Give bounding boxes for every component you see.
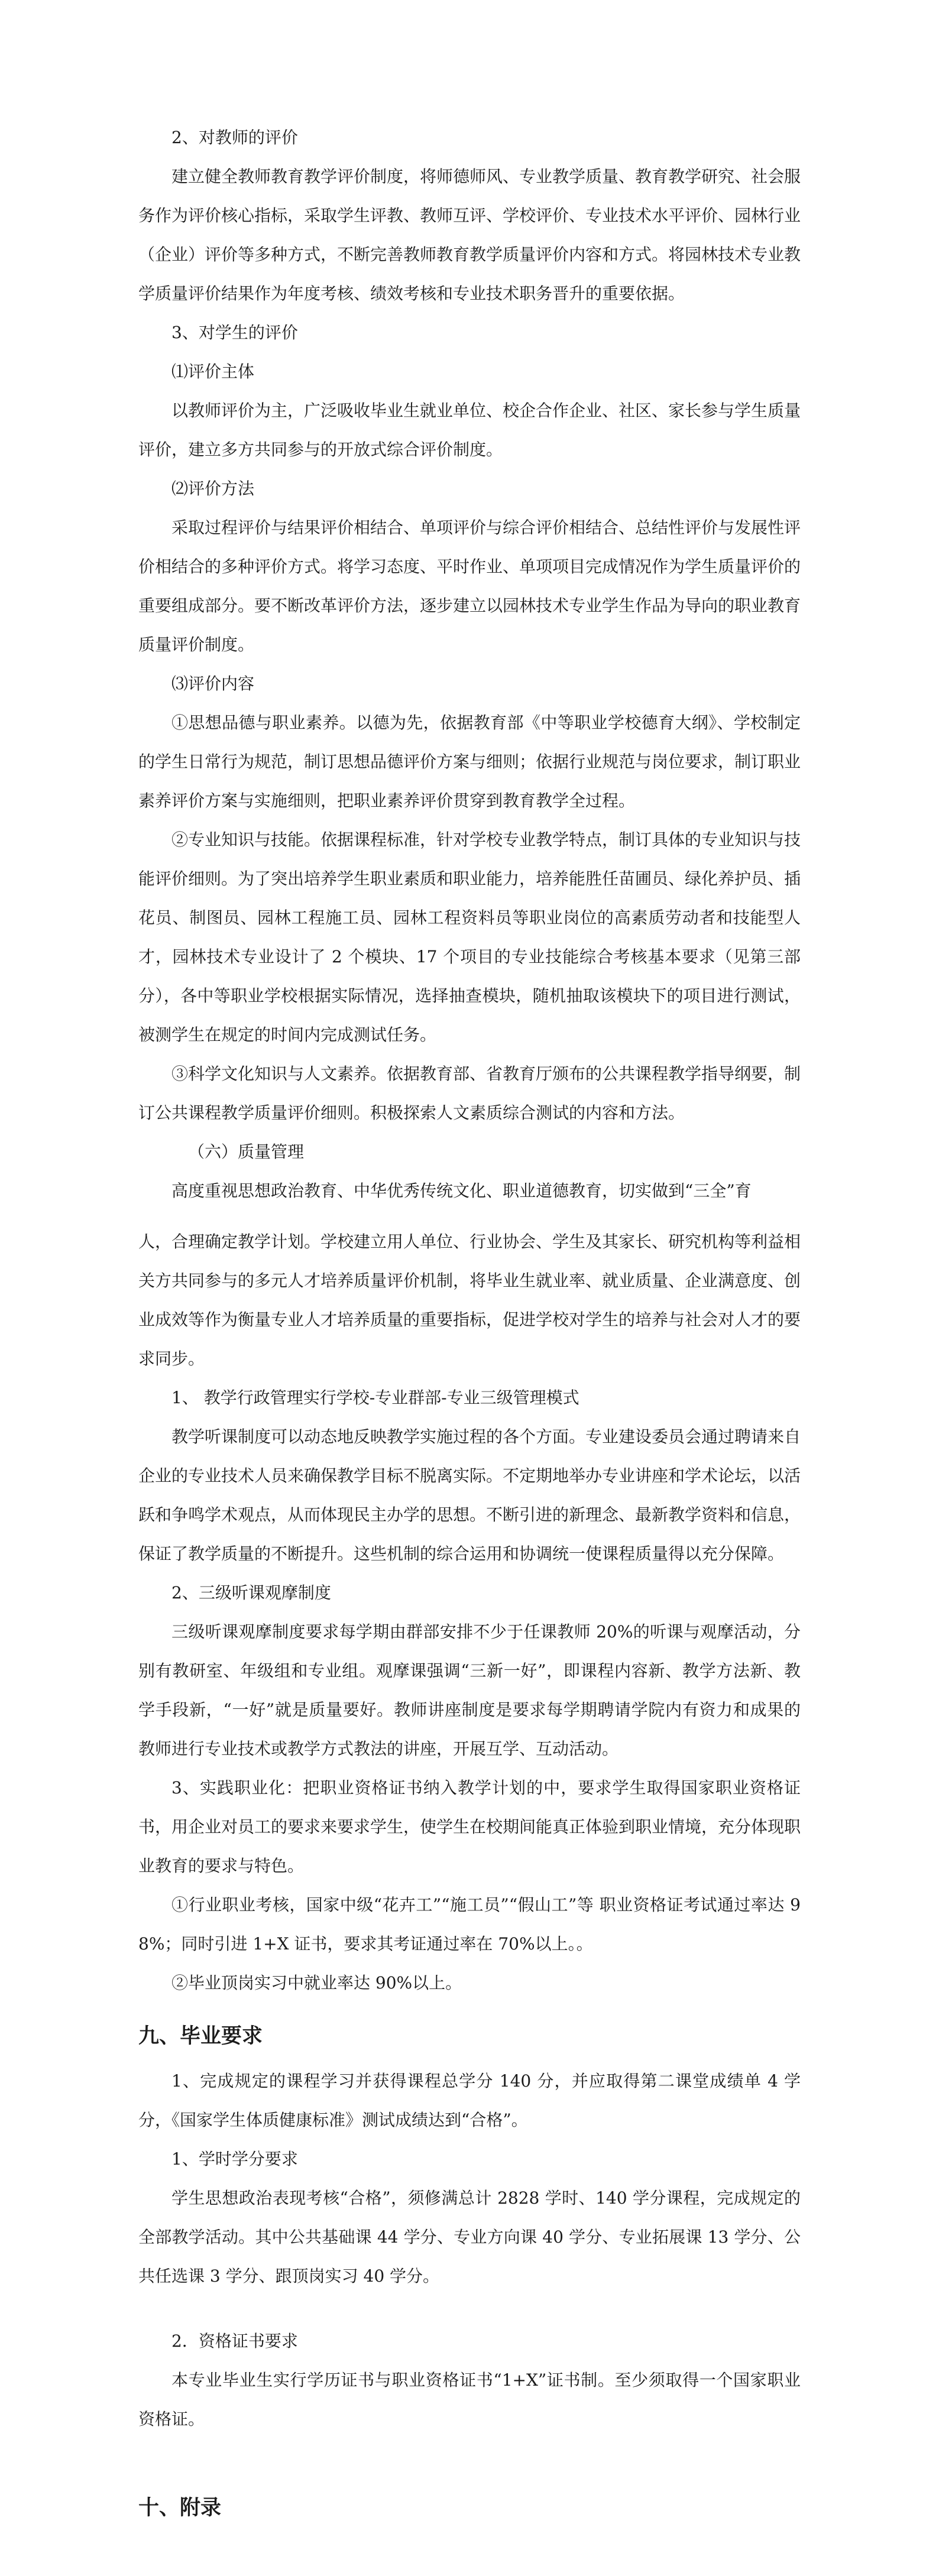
section-heading-graduation: 九、毕业要求 [138, 2025, 263, 2048]
paragraph-lecture-system: 教学听课制度可以动态地反映教学实施过程的各个方面。专业建设委员会通过聘请来自企业的专业技术人员来确保教学目标不脱离实际。不定期地举办专业讲座和学术论坛，以活跃和争鸣学术观点，从而体现民主办学的思想。不断引进的新理念、最新教学资料和信息，保证了教学质量的不断提升。这些机制的综合运用和协调统一使课程质量得以充分保障。 [138, 1427, 801, 1563]
paragraph-quality-mechanism: 人，合理确定教学计划。学校建立用人单位、行业协会、学生及其家长、研究机构等利益相关方共同参与的多元人才培养质量评价机制，将毕业生就业率、就业质量、企业满意度、创业成效等作为衡量专业人才培养质量的重要指标，促进学校对学生的培养与社会对人才的要求同步。 [138, 1232, 801, 1368]
paragraph-cultural-knowledge: ③科学文化知识与人文素养。依据教育部、省教育厅颁布的公共课程教学指导纲要，制订公共课程教学质量评价细则。积极探索人文素质综合测试的内容和方法。 [138, 1064, 801, 1122]
paragraph-industry-assessment: ①行业职业考核，国家中级“花卉工”“施工员”“假山工”等 职业资格证考试通过率达 98%；同时引进 1+X 证书，要求其考证通过率在 70%以上。。 [138, 1895, 801, 1954]
paragraph-evaluation-subject: 以教师评价为主，广泛吸收毕业生就业单位、校企合作企业、社区、家长参与学生质量评价，建立多方共同参与的开放式综合评价制度。 [138, 401, 801, 459]
subheading-observation-system: 2、三级听课观摩制度 [171, 1583, 331, 1602]
subheading-quality-management: （六）质量管理 [188, 1142, 305, 1162]
paragraph-internship-employment: ②毕业顶岗实习中就业率达 90%以上。 [171, 1973, 462, 1993]
paragraph-observation-system: 三级听课观摩制度要求每学期由群部安排不少于任课教师 20%的听课与观摩活动，分别有教研室、年级组和专业组。观摩课强调“三新一好”，即课程内容新、教学方法新、教学手段新，“一好”就是质量要好。教师讲座制度是要求每学期聘请学院内有资力和成果的教师进行专业技术或教学方式教法的讲座，开展互学、互动活动。 [138, 1622, 801, 1759]
item-evaluation-method: ⑵评价方法 [171, 479, 255, 498]
paragraph-certificate-requirement: 本专业毕业生实行学历证书与职业资格证书“1+X”证书制。至少须取得一个国家职业资格证。 [138, 2370, 801, 2429]
subheading-teacher-evaluation: 2、对教师的评价 [171, 128, 298, 147]
item-evaluation-subject: ⑴评价主体 [171, 362, 255, 381]
subheading-certificate-requirement: 2．资格证书要求 [171, 2331, 298, 2351]
paragraph-graduation-credits: 1、完成规定的课程学习并获得课程总学分 140 分，并应取得第二课堂成绩单 4 学分，《国家学生体质健康标准》测试成绩达到“合格”。 [138, 2071, 801, 2130]
subheading-student-evaluation: 3、对学生的评价 [171, 323, 298, 342]
subheading-three-level-management: 1、 教学行政管理实行学校-专业群部-专业三级管理模式 [171, 1388, 579, 1407]
paragraph-practice-vocational: 3、实践职业化：把职业资格证书纳入教学计划的中，要求学生取得国家职业资格证书，用企业对员工的要求来要求学生，使学生在校期间能真正体验到职业情境，充分体现职业教育的要求与特色。 [138, 1778, 801, 1876]
subheading-hours-credits: 1、学时学分要求 [171, 2149, 298, 2169]
paragraph-teacher-evaluation: 建立健全教师教育教学评价制度，将师德师风、专业教学质量、教育教学研究、社会服务作为评价核心指标，采取学生评教、教师互评、学校评价、专业技术水平评价、园林行业（企业）评价等多种方式，不断完善教师教育教学质量评价内容和方式。将园林技术专业教学质量评价结果作为年度考核、绩效考核和专业技术职务晋升的重要依据。 [138, 167, 801, 303]
paragraph-professional-skills: ②专业知识与技能。依据课程标准，针对学校专业教学特点，制订具体的专业知识与技能评价细则。为了突出培养学生职业素质和职业能力，培养能胜任苗圃员、绿化养护员、插花员、制图员、园林工程施工员、园林工程资料员等职业岗位的高素质劳动者和技能型人才，园林技术专业设计了 2 个模块、17 个项目的专业技能综合考核基本要求（见第三部分），各中等职业学校根据实际情况，选择抽查模块，随机抽取该模块下的项目进行测试，被测学生在规定的时间内完成测试任务。 [138, 830, 801, 1044]
paragraph-evaluation-method: 采取过程评价与结果评价相结合、单项评价与综合评价相结合、总结性评价与发展性评价相结合的多种评价方式。将学习态度、平时作业、单项项目完成情况作为学生质量评价的重要组成部分。要不断改革评价方法，逐步建立以园林技术专业学生作品为导向的职业教育质量评价制度。 [138, 518, 801, 654]
item-evaluation-content: ⑶评价内容 [171, 674, 255, 693]
paragraph-hours-credits: 学生思想政治表现考核“合格”，须修满总计 2828 学时、140 学分课程，完成规定的全部教学活动。其中公共基础课 44 学分、专业方向课 40 学分、专业拓展课 13 学分、公共任选课 3 学分、跟顶岗实习 40 学分。 [138, 2188, 801, 2286]
paragraph-moral-quality: ①思想品德与职业素养。以德为先，依据教育部《中等职业学校德育大纲》、学校制定的学生日常行为规范，制订思想品德评价方案与细则；依据行业规范与岗位要求，制订职业素养评价方案与实施细则，把职业素养评价贯穿到教育教学全过程。 [138, 713, 801, 810]
section-heading-appendix: 十、附录 [138, 2496, 222, 2520]
paragraph-quality-intro: 高度重视思想政治教育、中华优秀传统文化、职业道德教育，切实做到“三全”育 [171, 1181, 752, 1201]
